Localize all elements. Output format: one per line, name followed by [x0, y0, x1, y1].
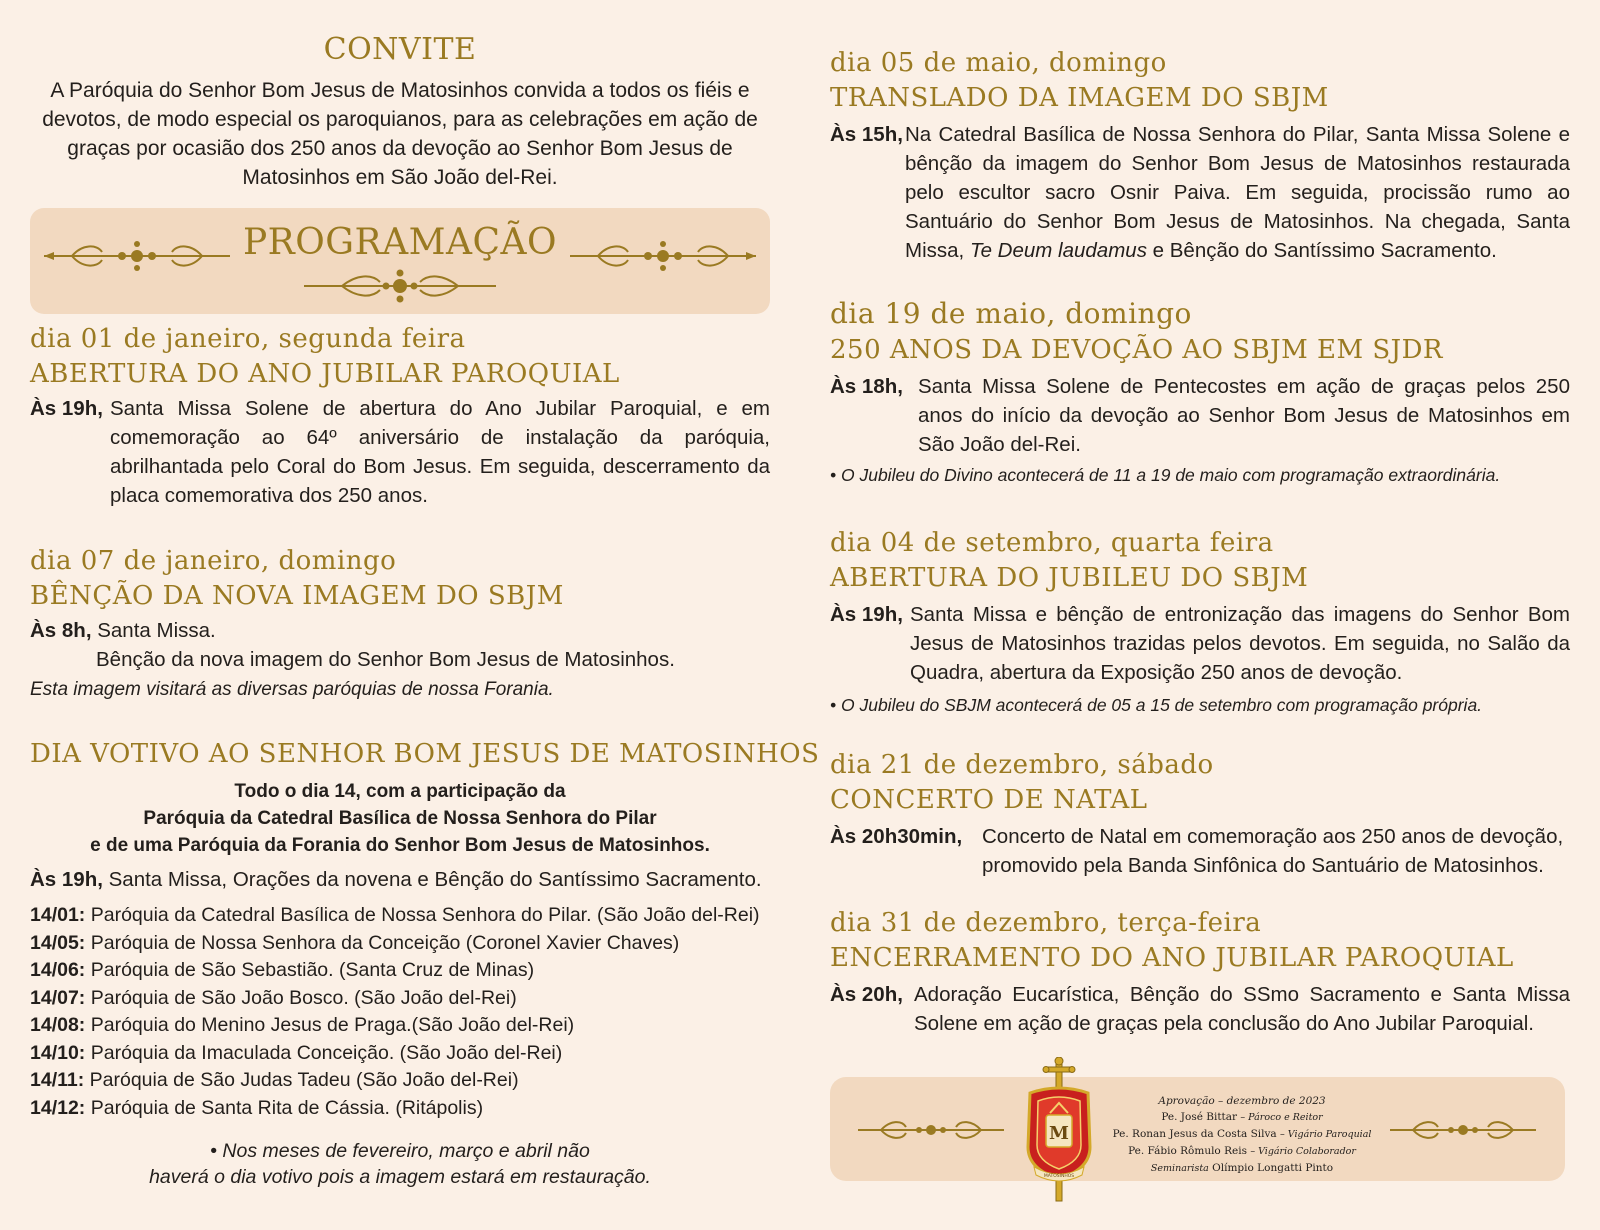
- votive-parish: Paróquia do Menino Jesus de Praga.(São João del-Rei): [90, 1014, 575, 1036]
- seal-banner-text: MATOSINHOS: [1043, 1174, 1075, 1179]
- svg-text:M: M: [1049, 1123, 1069, 1144]
- event-text: Santa Missa, Orações da novena e Bênção do Santíssimo Sacramento.: [108, 868, 762, 891]
- votive-title: DIA VOTIVO AO SENHOR BOM JESUS DE MATOSINHOS: [30, 739, 820, 769]
- approval-role: – Vigário Colaborador: [1250, 1146, 1356, 1157]
- approval-name: Olímpio Longatti Pinto: [1212, 1162, 1334, 1174]
- event-time: Às 20h30min,: [830, 825, 963, 848]
- event-time: Às 20h,: [830, 983, 903, 1006]
- event-time: Às 19h,: [30, 868, 103, 891]
- event-time: Às 15h,: [830, 123, 903, 146]
- event-day: dia 04 de setembro, quarta feira: [830, 528, 1274, 558]
- event-note: Esta imagem visitará as diversas paróquias de nossa Forania.: [30, 679, 554, 700]
- ornament-left-icon: [856, 1115, 1006, 1145]
- event-description: [30, 394, 770, 510]
- votive-list-item: [30, 902, 770, 930]
- event-dez31: [830, 906, 1570, 1038]
- event-title: CONCERTO DE NATAL: [830, 785, 1148, 815]
- event-title: ABERTURA DO JUBILEU DO SBJM: [830, 563, 1309, 593]
- event-day: dia 05 de maio, domingo: [830, 48, 1167, 78]
- votive-date: 14/10:: [30, 1041, 86, 1064]
- approval-role: Seminarista: [1150, 1163, 1209, 1174]
- votive-date: 14/07:: [30, 986, 86, 1009]
- event-day: dia 31 de dezembro, terça-feira: [830, 908, 1262, 938]
- event-jan01: [30, 322, 770, 510]
- convite-title: CONVITE: [323, 32, 477, 67]
- event-mai05: [830, 46, 1570, 265]
- votive-center-line: Paróquia da Catedral Basílica de Nossa Senhora do Pilar: [143, 808, 657, 829]
- event-text: Concerto de Natal em comemoração aos 250 anos de devoção, promovido pela Banda Sinfônica do Santuário de Matosinhos.: [982, 825, 1564, 877]
- approval-line: Aprovação – dezembro de 2023: [1158, 1095, 1326, 1107]
- votive-parish-list: [30, 902, 770, 1122]
- ornament-center-icon: [302, 268, 498, 304]
- event-text: Santa Missa e bênção de entronização das imagens do Senhor Bom Jesus de Matosinhos trazidas pelos devotos. Em seguida, no Salão da Quadra, abertura da Exposição 250 anos de devoção.: [910, 603, 1570, 684]
- votive-parish: Paróquia de Santa Rita de Cássia. (Ritápolis): [90, 1096, 484, 1119]
- event-description: [830, 120, 1570, 265]
- event-description: [830, 980, 1570, 1038]
- votive-list-item: [30, 1040, 770, 1068]
- votive-parish: Paróquia da Catedral Basílica de Nossa Senhora do Pilar. (São João del-Rei): [90, 904, 760, 926]
- event-description: [30, 616, 770, 645]
- event-note: • O Jubileu do SBJM acontecerá de 05 a 15 de setembro com programação própria.: [830, 695, 1483, 715]
- event-text-wrap: [830, 120, 1570, 265]
- programacao-banner: [30, 208, 770, 314]
- event-text: Santa Missa.: [97, 619, 216, 642]
- votive-date: 14/05:: [30, 931, 86, 954]
- votive-list-item: [30, 1067, 770, 1095]
- approval-role: – Vigário Paroquial: [1280, 1129, 1372, 1140]
- event-time: Às 19h,: [830, 603, 903, 626]
- event-time: Às 18h,: [830, 375, 903, 398]
- votive-parish: Paróquia da Imaculada Conceição. (São João del-Rei): [90, 1041, 563, 1064]
- event-description: [830, 372, 1570, 459]
- votive-date: 14/01:: [30, 904, 86, 926]
- convite-text: A Paróquia do Senhor Bom Jesus de Matosinhos convida a todos os fiéis e devotos, de modo especial os paroquianos, para as celebrações em ação de graças por ocasião dos 250 anos da devoção ao Senhor Bom Jesus de Matosinhos em São João del-Rei.: [42, 79, 758, 189]
- event-day: dia 01 de janeiro, segunda feira: [30, 324, 466, 354]
- programacao-title: PROGRAMAÇÃO: [242, 222, 558, 263]
- votive-list-item: [30, 1095, 770, 1123]
- votive-parish: Paróquia de Nossa Senhora da Conceição (Coronel Xavier Chaves): [90, 931, 680, 954]
- event-title: ENCERRAMENTO DO ANO JUBILAR PAROQUIAL: [830, 943, 1514, 973]
- event-text: Santa Missa Solene de abertura do Ano Jubilar Paroquial, e em comemoração ao 64º aniversário de instalação da paróquia, abrilhantada pelo Coral do Bom Jesus. Em seguida, descerramento da placa comemorativa dos 250 anos.: [110, 397, 770, 507]
- approval-name: Pe. Fábio Rômulo Reis: [1128, 1145, 1247, 1157]
- approval-banner: [830, 1077, 1565, 1181]
- event-note: • O Jubileu do Divino acontecerá de 11 a 19 de maio com programação extraordinária.: [830, 465, 1501, 485]
- approval-text: [1092, 1093, 1392, 1177]
- votive-description: [30, 865, 770, 894]
- event-set04: [830, 526, 1570, 717]
- event-title: 250 ANOS DA DEVOÇÃO AO SBJM EM SJDR: [830, 335, 1444, 365]
- votive-list-item: [30, 985, 770, 1013]
- votive-list-item: [30, 930, 770, 958]
- votive-date: 14/08:: [30, 1014, 86, 1036]
- event-time: Às 19h,: [30, 397, 103, 420]
- approval-role: – Pároco e Reitor: [1240, 1112, 1323, 1123]
- event-text-italic: Te Deum laudamus: [969, 239, 1147, 262]
- votive-parish: Paróquia de São Judas Tadeu (São João del-Rei): [89, 1069, 519, 1091]
- event-day: dia 19 de maio, domingo: [830, 297, 1192, 330]
- votive-center-line: e de uma Paróquia da Forania do Senhor Bom Jesus de Matosinhos.: [90, 835, 710, 856]
- votive-day-section: [30, 736, 820, 1190]
- event-text: Adoração Eucarística, Bênção do SSmo Sacramento e Santa Missa Solene em ação de graças pela conclusão do Ano Jubilar Paroquial.: [914, 983, 1570, 1035]
- event-text: Na Catedral Basílica de Nossa Senhora do Pilar, Santa Missa Solene e bênção da imagem do Senhor Bom Jesus de Matosinhos restaurada pelo escultor sacro Osnir Paiva. Em seguida, procissão rumo ao Santuário do Senhor Bom Jesus de Matosinhos. Na chegada, Santa Missa,: [905, 123, 1570, 262]
- votive-list-item: [30, 1012, 770, 1040]
- event-mai19: [830, 296, 1570, 487]
- event-dez21: [830, 748, 1570, 880]
- event-title: ABERTURA DO ANO JUBILAR PAROQUIAL: [30, 359, 620, 389]
- event-day: dia 21 de dezembro, sábado: [830, 750, 1214, 780]
- parish-seal-icon: [1020, 1057, 1098, 1203]
- ornament-left-icon: [42, 238, 232, 274]
- approval-name: Pe. José Bittar: [1161, 1111, 1238, 1123]
- event-day: dia 07 de janeiro, domingo: [30, 546, 397, 576]
- event-time: Às 8h,: [30, 619, 92, 642]
- event-text-2: Bênção da nova imagem do Senhor Bom Jesus de Matosinhos.: [96, 648, 675, 671]
- votive-date: 14/11:: [30, 1069, 85, 1091]
- event-title: TRANSLADO DA IMAGEM DO SBJM: [830, 83, 1329, 113]
- event-text: Santa Missa Solene de Pentecostes em ação de graças pelos 250 anos do início da devoção ao Senhor Bom Jesus de Matosinhos em São João del-Rei.: [918, 375, 1570, 456]
- ornament-right-icon: [1388, 1115, 1538, 1145]
- event-description: [830, 822, 1570, 880]
- event-description: [830, 600, 1570, 687]
- votive-note: • Nos meses de fevereiro, março e abril não: [210, 1140, 590, 1162]
- votive-date: 14/12:: [30, 1096, 86, 1119]
- ornament-right-icon: [568, 238, 758, 274]
- votive-list-item: [30, 957, 770, 985]
- event-text: e Bênção do Santíssimo Sacramento.: [1152, 239, 1497, 262]
- event-jan07: [30, 544, 770, 703]
- approval-name: Pe. Ronan Jesus da Costa Silva: [1112, 1128, 1277, 1140]
- votive-parish: Paróquia de São João Bosco. (São João del-Rei): [90, 986, 517, 1009]
- votive-center-line: Todo o dia 14, com a participação da: [234, 781, 566, 802]
- votive-parish: Paróquia de São Sebastião. (Santa Cruz de Minas): [90, 959, 535, 981]
- votive-note: haverá o dia votivo pois a imagem estará em restauração.: [149, 1166, 651, 1188]
- votive-date: 14/06:: [30, 959, 86, 981]
- event-title: BÊNÇÃO DA NOVA IMAGEM DO SBJM: [30, 581, 564, 611]
